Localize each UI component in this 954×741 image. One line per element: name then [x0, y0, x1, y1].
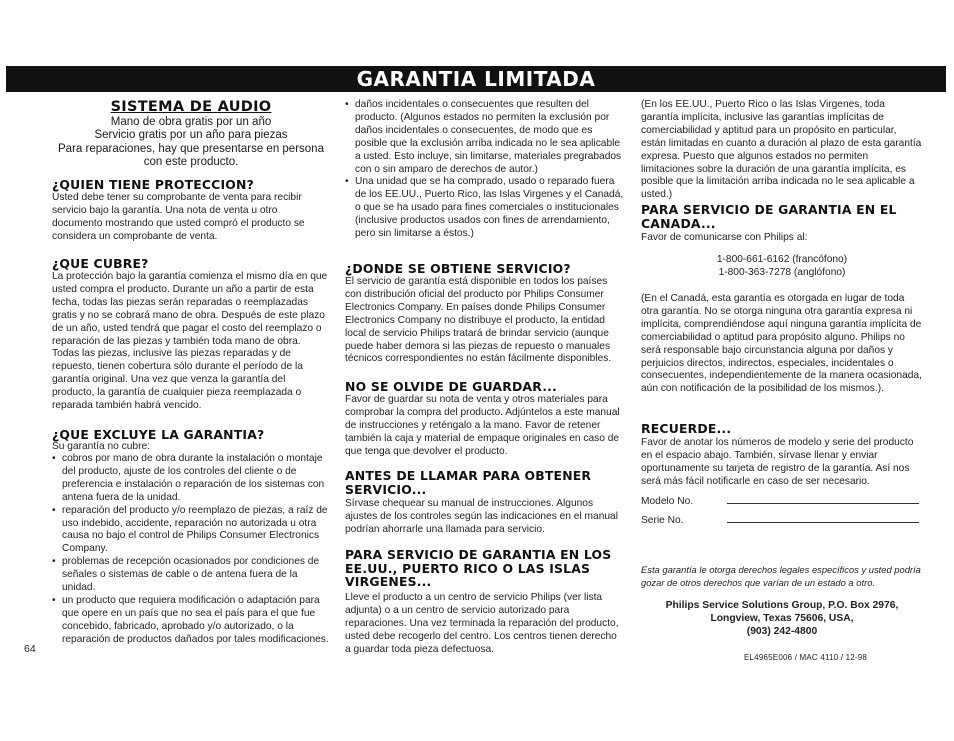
antes-heading: ANTES DE LLAMAR PARA OBTENER SERVICIO... [345, 468, 592, 497]
list-item: • un producto que requiera modificación o adaptación para que opere en un país que no sea el país para el que fue concebido, fabricado, aprobado y/o autorizado, o la reparación de productos dañados por tales modificaciones. [52, 595, 330, 647]
recuerde-heading: RECUERDE... [641, 421, 732, 436]
olvide-heading: NO SE OLVIDE DE GUARDAR... [345, 379, 557, 394]
sistema-title: SISTEMA DE AUDIO [110, 99, 272, 115]
serie-label: Serie No. [641, 515, 684, 526]
list-item: • Una unidad que se ha comprado, usado o reparado fuera de los EE.UU., Puerto Rico, las Islas Virgenes y el Canadá, o que se ha usado para fines comerciales o institucionales (inclusive productos usados con fines de arrendamiento, pero sin limitarse a éstos.) [345, 176, 625, 241]
warranty-banner [6, 66, 946, 92]
list-item: • daños incidentales o consecuentes que resulten del producto. (Algunos estados no permiten la exclusión por daños incidentales o consecuentes, de modo que es posible que la exclusión arriba indicada no le sea aplicable a usted. Esto incluye, sin limitarse, materiales pregrabados con o sin amparo de derechos de autor.) [345, 99, 625, 176]
excluye-heading: ¿QUE EXCLUYE LA GARANTIA? [52, 427, 265, 442]
quien-body: Usted debe tener su comprobante de venta para recibir servicio bajo la garantía. Una nota de venta u otro documento mostrando que usted compró el producto se considera un comprobante de venta. [52, 192, 305, 242]
recuerde-body: Favor de anotar los números de modelo y serie del producto en el espacio abajo. También, sírvase llenar y enviar oportunamente su tarjeta de registro de la garantía. Así nos será más fácil notificarle en caso de ser necesario. [641, 437, 914, 487]
modelo-label: Modelo No. [641, 496, 694, 507]
excluye-list [52, 453, 330, 647]
sistema-lines [52, 116, 330, 169]
eeuu-heading: PARA SERVICIO DE GARANTIA EN LOS EE.UU., PUERTO RICO O LAS ISLAS VIRGENES... [345, 547, 612, 589]
eeuu-note: (En los EE.UU., Puerto Rico o las Islas Virgenes, toda garantía implícita, inclusive las garantías implícitas de comerciabilidad y aptitud para un propósito en particular, están limitadas en cuanto a duración al plazo de esta garantía expresa. Puesto que algunos estados no permiten limitaciones sobre la duración de una garantía implícita, es posible que la limitación arriba indicada no le sea aplicable a usted.) [641, 99, 922, 201]
donde-heading: ¿DONDE SE OBTIENE SERVICIO? [345, 261, 571, 276]
cubre-heading: ¿QUE CUBRE? [52, 256, 149, 271]
modelo-field[interactable] [727, 503, 919, 504]
sistema-line: Servicio gratis por un año para piezas [94, 129, 288, 142]
excluye-list-continued [345, 99, 625, 241]
antes-body: Sírvase chequear su manual de instrucciones. Algunos ajustes de los controles según las indicaciones en el manual podrían ahorrarle una llamada para servicio. [345, 498, 618, 535]
list-item: • cobros por mano de obra durante la instalación o montaje del producto, ajuste de los controles del cliente o de preferencia e instalación o reparación de los sistemas con antena fuera de la unidad. [52, 453, 330, 505]
canada-phone-english: 1-800-363-7278 (anglófono) [718, 267, 846, 278]
eeuu-body: Lleve el producto a un centro de servicio Philips (ver lista adjunta) o a un centro de servicio autorizado para reparaciones. Una vez terminada la reparación del producto, usted debe recogerlo del centro. Los centros tienen derecho a guardar toda pieza defectuosa. [345, 592, 619, 655]
sistema-line: con este producto. [143, 155, 239, 168]
modelo-row [641, 496, 921, 507]
canada-body: Favor de comunicarse con Philips al: [641, 232, 808, 243]
serie-row [641, 515, 921, 526]
address-line: Longview, Texas 75606, USA, [710, 613, 854, 624]
canada-note: (En el Canadá, esta garantía es otorgada en lugar de toda otra garantía. No se otorga ninguna otra garantía expresa ni implícita, comprendiéndose aquí ninguna garantía implícita de comerciabilidad o aptitud para propósito alguno. Philips no será responsable bajo circunstancia alguna por daños y perjuicios directos, indirectos, especiales, incidentales o consecuentes, independientemente de la manera ocasionada, aún con notificación de la posibilidad de los mismos.). [641, 293, 922, 395]
donde-body: El servicio de garantía está disponible en todos los países con distribución oficial del producto por Philips Consumer Electronics Company. En países donde Philips Consumer Electronics Company no distribuye el producto, la entidad local de servicio Philips tratará de brindar servicio (aunque puede haber demora si las piezas de repuesto o manuales técnicos correspondientes no están fácilmente disponibles. [345, 276, 612, 365]
page-number: 64 [24, 643, 36, 655]
serie-field[interactable] [727, 522, 919, 523]
canada-phone-french: 1-800-661-6162 (francófono) [716, 254, 848, 265]
document-code: EL4965E006 / MAC 4110 / 12-98 [744, 653, 868, 662]
address-line: Philips Service Solutions Group, P.O. Box 2976, [665, 600, 899, 611]
quien-heading: ¿QUIEN TIENE PROTECCION? [52, 177, 254, 192]
sistema-line: Mano de obra gratis por un año [110, 116, 272, 128]
excluye-intro: Su garantía no cubre: [52, 441, 150, 452]
olvide-body: Favor de guardar su nota de venta y otros materiales para comprobar la compra del producto. Adjúntelos a este manual de instrucciones y reténgalo a la mano. Favor de retener también la caja y material de empaque originales en caso de que tenga que devolver el producto. [345, 394, 620, 457]
cubre-body: La protección bajo la garantía comienza el mismo día en que usted compra el producto. Durante un año a partir de esta fecha, todas las piezas serán reparadas o reemplazadas gratis y no se cobrará mano de obra. Después de este plazo de un año, usted tendrá que pagar el costo del reemplazo o reparación de las piezas y también toda mano de obra. Todas las piezas, inclusive las piezas reparadas y de repuesto, tienen cobertura sólo durante el período de la garantía original. Una vez que venza la garantía del producto, la garantía de cualquier pieza reemplazada o reparada también habrá vencido. [52, 271, 328, 412]
canada-heading: PARA SERVICIO DE GARANTIA EN EL CANADA... [641, 202, 897, 231]
list-item: • problemas de recepción ocasionados por condiciones de señales o sistemas de cable o de antena fuera de la unidad. [52, 556, 330, 595]
sistema-line: Para reparaciones, hay que presentarse en persona [58, 142, 324, 155]
page-title: GARANTIA LIMITADA [356, 67, 596, 91]
list-item: • reparación del producto y/o reemplazo de piezas, a raíz de uso indebido, accidente, reparación no autorizada u otra causa no bajo el control de Philips Consumer Electronics Company. [52, 505, 330, 557]
address-line: (903) 242-4800 [746, 626, 818, 637]
legal-rights: Esta garantía le otorga derechos legales específicos y usted podría gozar de otros derechos que varían de un estado a otro. [641, 564, 921, 588]
service-address [641, 599, 923, 638]
